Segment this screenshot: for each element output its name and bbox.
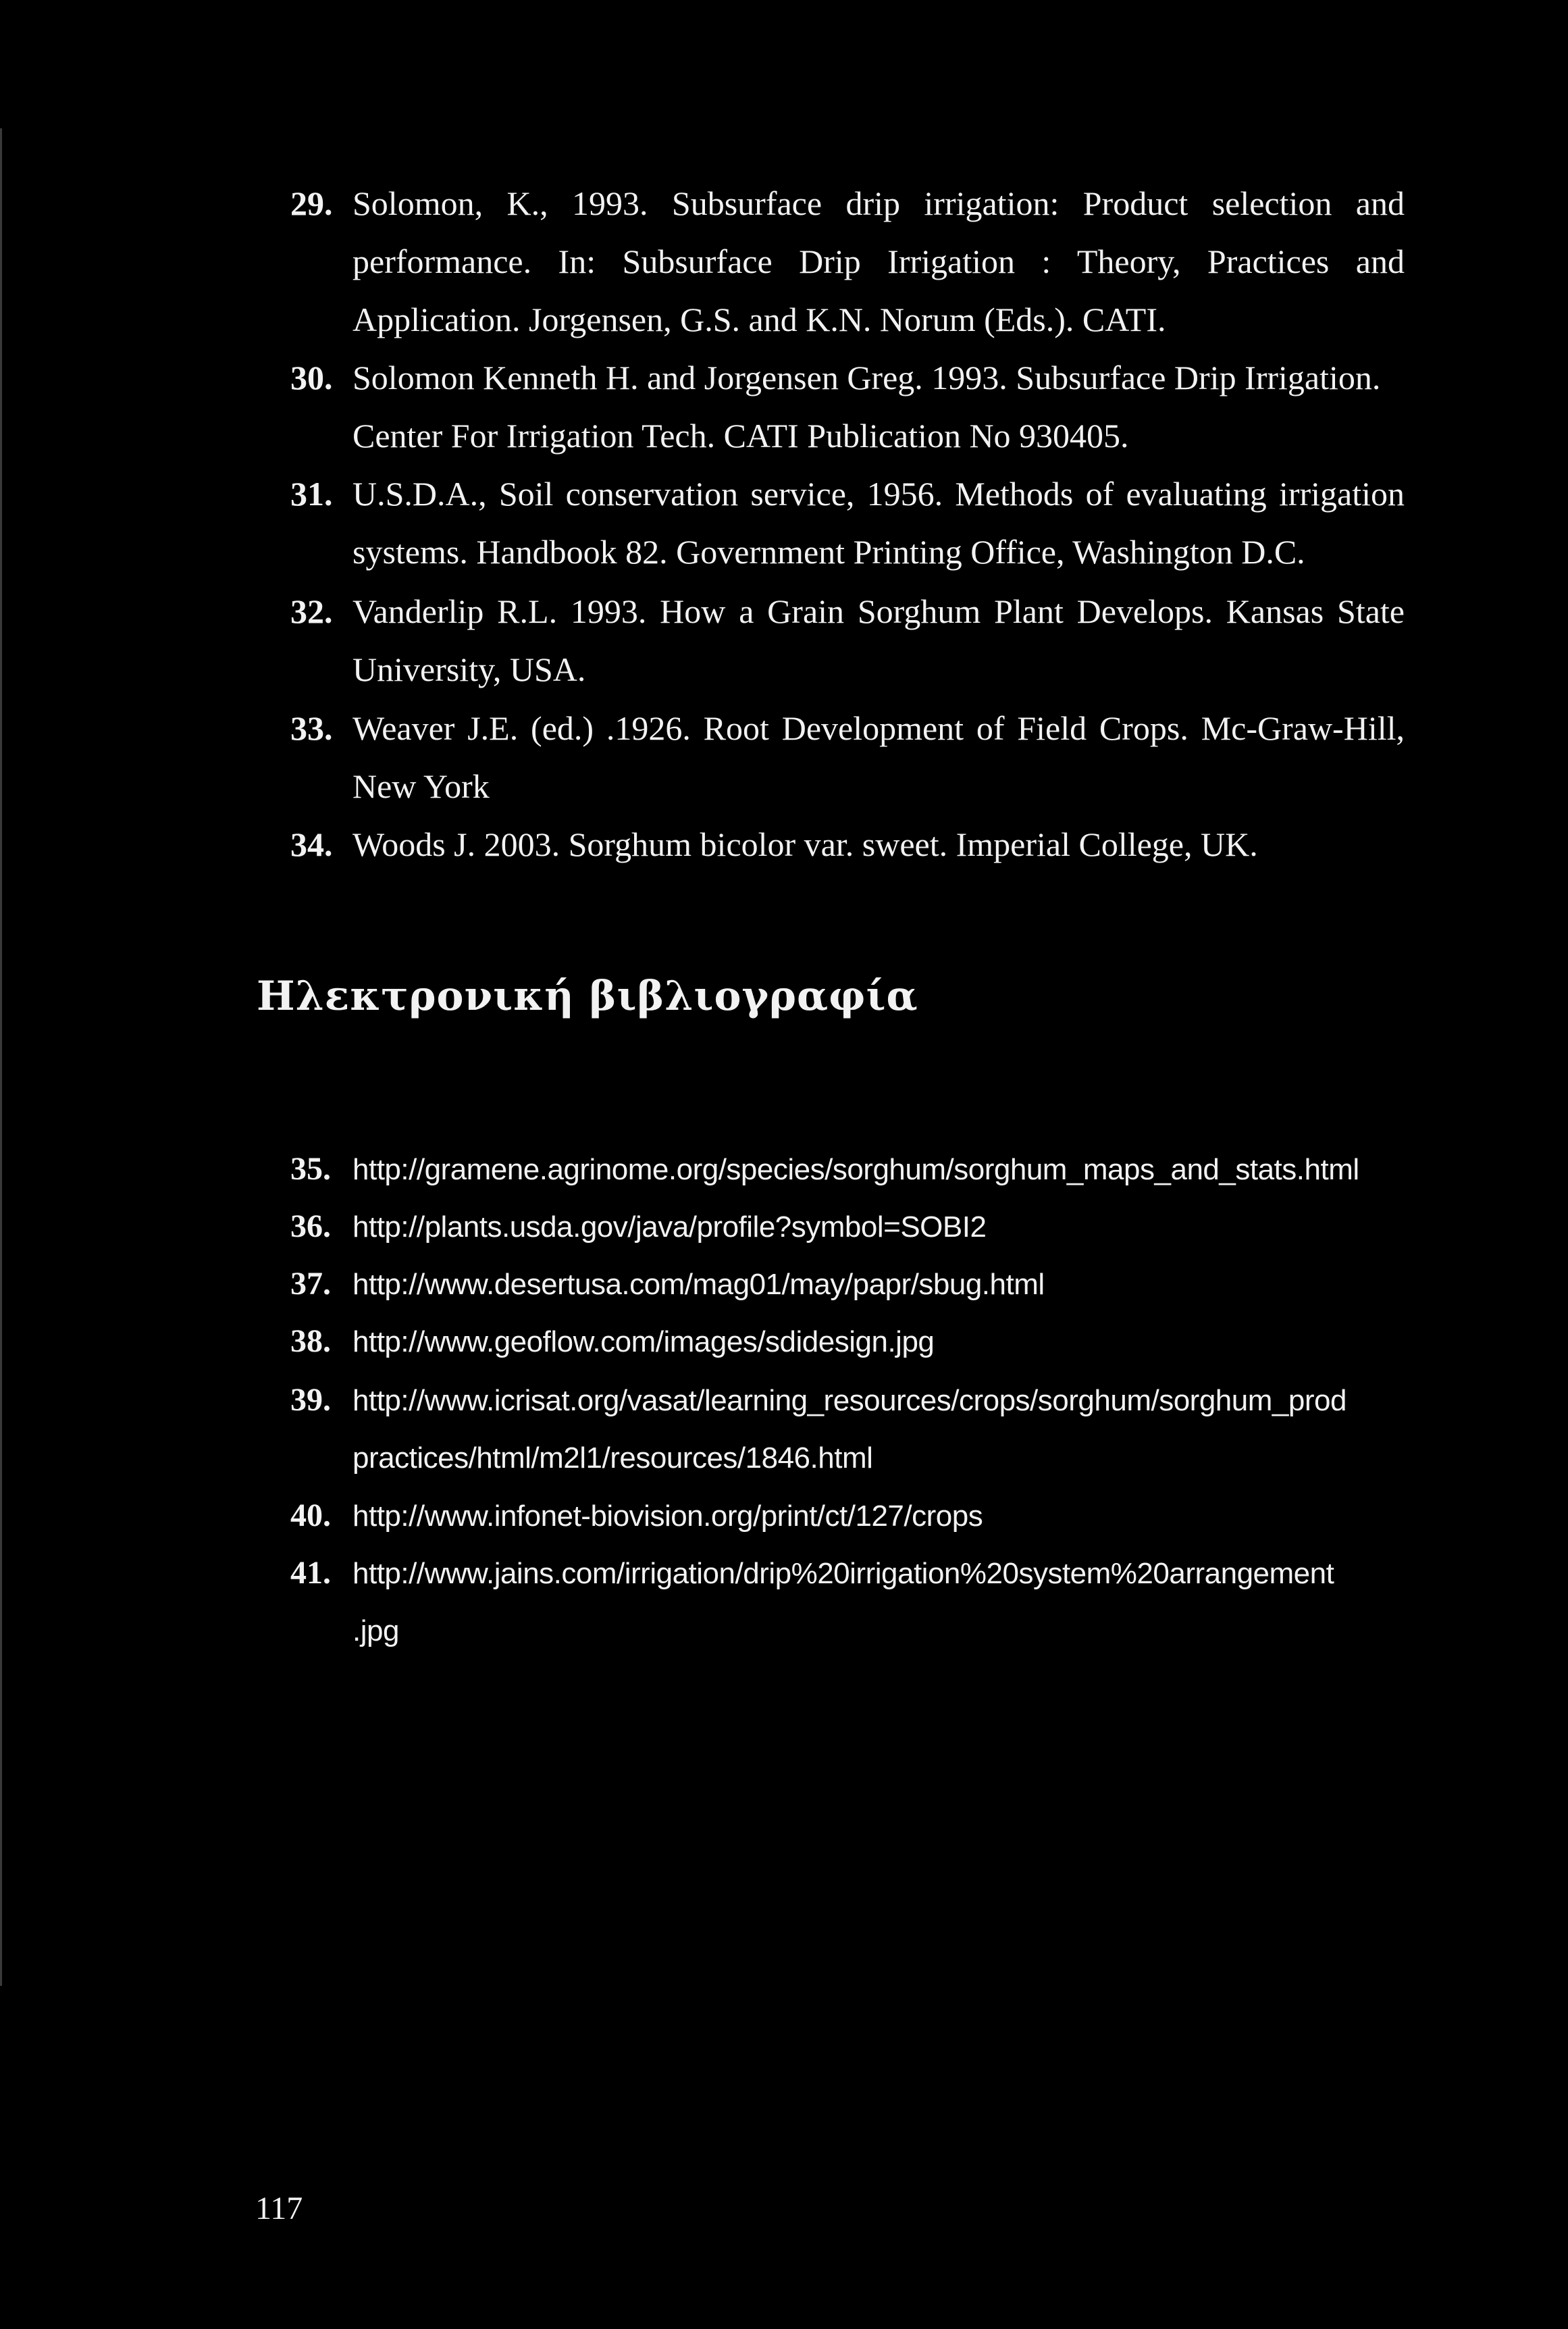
web-reference-37 — [290, 1255, 1438, 1313]
web-reference-35 — [290, 1140, 1438, 1198]
reference-url[interactable]: http://www.icrisat.org/vasat/learning_resources/crops/sorghum/sorghum_prod — [352, 1384, 1347, 1417]
reference-line: 30. Solomon Kenneth H. and Jorgensen Greg. 1993. Subsurface Drip Irrigation. — [290, 349, 1405, 407]
reference-url[interactable]: http://www.infonet-biovision.org/print/ct/127/crops — [352, 1500, 983, 1533]
reference-line — [290, 1268, 1045, 1301]
reference-number: 38. — [290, 1323, 331, 1359]
reference-number: 33. — [290, 709, 333, 747]
reference-line: performance. In: Subsurface Drip Irrigation : Theory, Practices and — [352, 242, 1405, 280]
reference-number: 41. — [290, 1555, 331, 1591]
reference-url[interactable]: http://www.desertusa.com/mag01/may/papr/sbug.html — [352, 1268, 1045, 1301]
reference-34 — [290, 815, 1405, 873]
reference-url-continuation[interactable]: practices/html/m2l1/resources/1846.html — [352, 1441, 873, 1475]
reference-29 — [290, 174, 1405, 349]
reference-number: 40. — [290, 1498, 331, 1533]
section-heading: Ηλεκτρονική βιβλιογραφία — [257, 973, 918, 1020]
web-reference-39 — [290, 1371, 1438, 1487]
reference-line: 34. Woods J. 2003. Sorghum bicolor var. sweet. Imperial College, UK. — [290, 815, 1405, 873]
reference-line — [290, 1384, 1347, 1417]
reference-line: New York — [352, 767, 490, 805]
reference-number: 30. — [290, 359, 333, 396]
reference-line — [290, 1153, 1359, 1186]
reference-33 — [290, 699, 1405, 815]
reference-line — [290, 1210, 986, 1244]
web-reference-40 — [290, 1487, 1438, 1545]
reference-url[interactable]: http://plants.usda.gov/java/profile?symbol=SOBI2 — [352, 1210, 987, 1244]
reference-32 — [290, 582, 1405, 698]
reference-url-continuation[interactable]: .jpg — [352, 1614, 399, 1647]
reference-line — [290, 1500, 983, 1533]
reference-line: Application. Jorgensen, G.S. and K.N. Norum (Eds.). CATI. — [352, 301, 1166, 338]
reference-number: 31. — [290, 475, 333, 513]
reference-30 — [290, 349, 1405, 465]
reference-line: 29. Solomon, K., 1993. Subsurface drip irrigation: Product selection and — [290, 174, 1405, 232]
reference-number: 35. — [290, 1151, 331, 1187]
reference-line: Center For Irrigation Tech. CATI Publication No 930405. — [352, 417, 1129, 455]
reference-line: University, USA. — [352, 650, 586, 688]
reference-line: systems. Handbook 82. Government Printing Office, Washington D.C. — [352, 533, 1305, 571]
reference-line — [290, 1557, 1334, 1590]
reference-line: 32. Vanderlip R.L. 1993. How a Grain Sorghum Plant Develops. Kansas State — [290, 582, 1405, 640]
reference-number: 36. — [290, 1208, 331, 1244]
reference-number: 29. — [290, 184, 333, 222]
reference-url[interactable]: http://www.jains.com/irrigation/drip%20irrigation%20system%20arrangement — [352, 1557, 1334, 1590]
reference-line: 33. Weaver J.E. (ed.) .1926. Root Development of Field Crops. Mc-Graw-Hill, — [290, 699, 1405, 757]
reference-url[interactable]: http://www.geoflow.com/images/sdidesign.jpg — [352, 1325, 935, 1358]
web-reference-36 — [290, 1198, 1438, 1256]
reference-31 — [290, 465, 1405, 581]
page-number: 117 — [255, 2191, 303, 2226]
reference-line — [290, 1325, 934, 1358]
reference-number: 32. — [290, 592, 333, 630]
reference-number: 34. — [290, 825, 333, 863]
reference-url[interactable]: http://gramene.agrinome.org/species/sorghum/sorghum_maps_and_stats.html — [352, 1153, 1359, 1186]
reference-number: 37. — [290, 1266, 331, 1302]
web-reference-38 — [290, 1312, 1438, 1371]
reference-number: 39. — [290, 1382, 331, 1418]
reference-line: 31. U.S.D.A., Soil conservation service, 1956. Methods of evaluating irrigation — [290, 465, 1405, 523]
web-reference-41 — [290, 1544, 1438, 1660]
